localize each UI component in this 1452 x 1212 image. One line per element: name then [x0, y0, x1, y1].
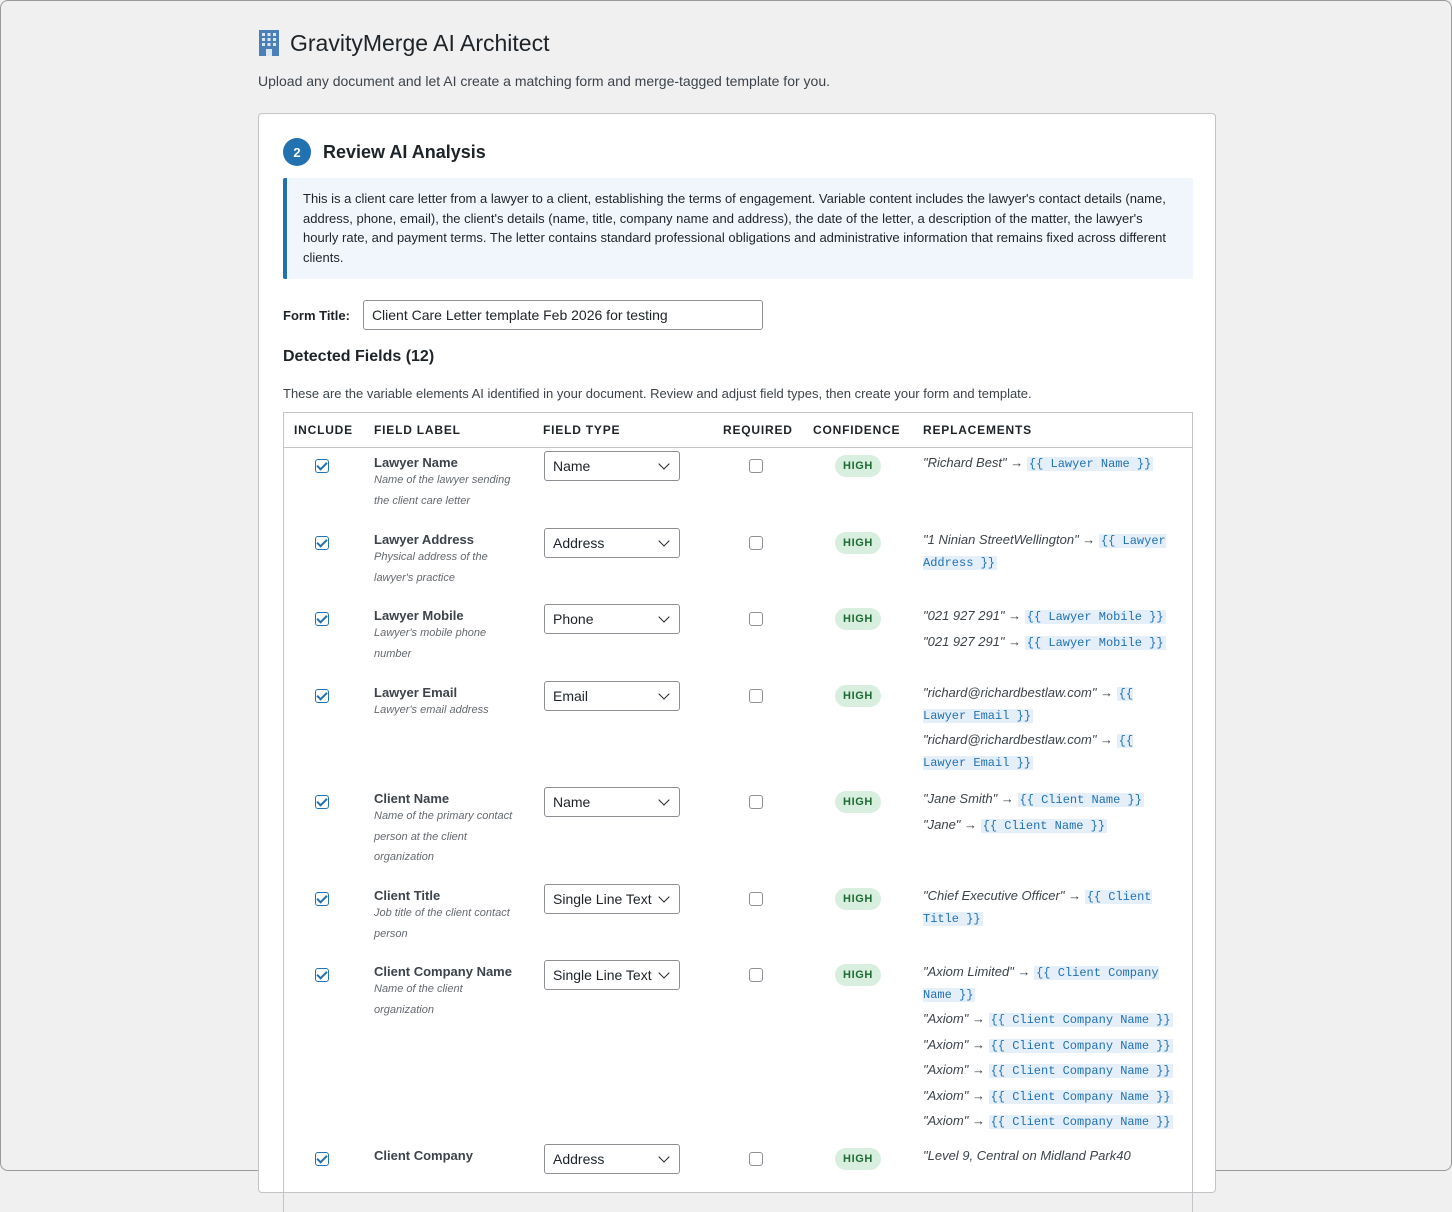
replacement-item	[923, 1146, 1173, 1167]
field-type-value: Address	[553, 1151, 605, 1167]
field-type-value: Name	[553, 458, 591, 474]
field-label-cell	[374, 1148, 524, 1163]
chevron-down-icon	[658, 458, 669, 469]
field-type-select[interactable]	[544, 681, 680, 711]
replacement-source: "Axiom Limited"	[923, 964, 1014, 979]
replacement-item	[923, 1086, 1173, 1108]
field-label-cell	[374, 455, 524, 511]
form-title-row	[283, 300, 763, 330]
include-checkbox[interactable]	[315, 612, 329, 626]
field-description: Name of the lawyer sending the client care letter	[374, 474, 511, 507]
replacement-source: "021 927 291"	[923, 633, 1005, 649]
merge-tag: {{ Lawyer Address }}	[923, 534, 1166, 570]
replacements-cell	[923, 886, 1173, 933]
confidence-badge: HIGH	[835, 1148, 881, 1170]
field-type-select[interactable]	[544, 787, 680, 817]
replacement-source: "Axiom"	[923, 1113, 969, 1128]
replacements-cell	[923, 606, 1173, 657]
required-checkbox[interactable]	[749, 968, 763, 982]
chevron-down-icon	[658, 891, 669, 902]
page-header	[258, 29, 830, 89]
header-field-label: FIELD LABEL	[374, 423, 461, 437]
header-required: REQUIRED	[723, 423, 793, 437]
field-type-value: Email	[553, 688, 589, 704]
merge-tag: {{ Client Title }}	[923, 890, 1152, 926]
analysis-summary: This is a client care letter from a lawyer to a client, establishing the terms of engagement. Variable content includes the lawyer's contact details (name, address, phone, email), the client's details (name, title, company name and address), the date of the letter, a description of the matter, the lawyer's hourly rate, and payment terms. The letter contains standard professional obligations and administrative information that remains fixed across different clients.	[283, 178, 1193, 279]
merge-tag: {{ Client Name }}	[982, 818, 1106, 833]
field-label: Lawyer Name	[374, 455, 458, 470]
replacement-item	[923, 1060, 1173, 1082]
merge-tag: {{ Lawyer Mobile }}	[1026, 635, 1164, 650]
replacement-item	[923, 815, 1173, 837]
chevron-down-icon	[658, 535, 669, 546]
field-type-select[interactable]	[544, 604, 680, 634]
arrow-right-icon: →	[968, 1062, 989, 1077]
replacements-cell	[923, 683, 1173, 777]
replacement-item	[923, 632, 1173, 654]
merge-tag: {{ Client Company Name }}	[923, 966, 1159, 1002]
arrow-right-icon: →	[1004, 633, 1025, 649]
field-type-select[interactable]	[544, 1144, 680, 1174]
merge-tag: {{ Client Company Name }}	[990, 1115, 1171, 1129]
detected-fields-title: Detected Fields (12)	[283, 348, 435, 365]
field-description: Name of the client organization	[374, 983, 463, 1016]
arrow-right-icon: →	[1064, 888, 1085, 903]
table-header	[284, 413, 1192, 448]
page-title: GravityMerge AI Architect	[290, 29, 550, 56]
merge-tag: {{ Lawyer Email }}	[923, 687, 1134, 723]
step-header	[283, 138, 486, 166]
replacement-item	[923, 962, 1173, 1005]
arrow-right-icon: →	[1096, 732, 1117, 747]
replacements-cell	[923, 1146, 1173, 1171]
confidence-badge: HIGH	[835, 685, 881, 707]
field-label: Client Company	[374, 1148, 473, 1163]
arrow-right-icon: →	[968, 1011, 989, 1026]
field-type-value: Name	[553, 794, 591, 810]
building-icon	[258, 29, 280, 57]
merge-tag: {{ Client Name }}	[1019, 793, 1142, 807]
replacement-source: "Axiom"	[923, 1036, 969, 1052]
merge-tag: {{ Lawyer Name }}	[1028, 457, 1152, 471]
replacement-source: "Jane Smith"	[923, 791, 998, 806]
confidence-badge: HIGH	[835, 608, 881, 630]
include-checkbox[interactable]	[315, 892, 329, 906]
field-label-cell	[374, 791, 524, 868]
replacement-item	[923, 530, 1173, 573]
field-type-value: Single Line Text	[553, 967, 652, 983]
include-checkbox[interactable]	[315, 689, 329, 703]
arrow-right-icon: →	[997, 791, 1018, 806]
replacement-item	[923, 789, 1173, 811]
arrow-right-icon: →	[1004, 608, 1025, 623]
arrow-right-icon: →	[1096, 685, 1117, 700]
field-type-select[interactable]	[544, 528, 680, 558]
field-label: Client Title	[374, 888, 441, 903]
replacement-source: "Axiom"	[923, 1087, 969, 1103]
confidence-badge: HIGH	[835, 791, 881, 813]
chevron-down-icon	[658, 794, 669, 805]
field-label-cell	[374, 964, 524, 1020]
replacement-item	[923, 1009, 1173, 1031]
chevron-down-icon	[658, 967, 669, 978]
merge-tag: {{ Client Company Name }}	[990, 1064, 1171, 1078]
header-field-type: FIELD TYPE	[543, 423, 621, 437]
include-checkbox[interactable]	[315, 968, 329, 982]
required-checkbox[interactable]	[749, 459, 763, 473]
confidence-badge: HIGH	[835, 532, 881, 554]
replacement-source: "021 927 291"	[923, 608, 1005, 623]
step-number-badge: 2	[283, 138, 311, 166]
replacements-cell	[923, 453, 1173, 479]
field-type-select[interactable]	[544, 884, 680, 914]
merge-tag: {{ Lawyer Mobile }}	[1026, 610, 1164, 624]
arrow-right-icon: →	[1013, 964, 1035, 979]
include-checkbox[interactable]	[315, 1152, 329, 1166]
field-type-value: Address	[553, 535, 605, 551]
field-label: Lawyer Address	[374, 532, 474, 547]
replacement-source: "Axiom"	[923, 1011, 969, 1026]
include-checkbox[interactable]	[315, 536, 329, 550]
replacement-source: "richard@richardbestlaw.com"	[923, 685, 1097, 700]
arrow-right-icon: →	[1006, 455, 1027, 470]
replacement-source: "richard@richardbestlaw.com"	[923, 732, 1097, 747]
required-checkbox[interactable]	[749, 795, 763, 809]
fields-table	[283, 412, 1193, 1212]
field-type-select[interactable]	[544, 960, 680, 990]
replacement-item	[923, 606, 1173, 628]
analysis-card	[258, 113, 1216, 1193]
chevron-down-icon	[658, 1151, 669, 1162]
merge-tag: {{ Client Company Name }}	[990, 1089, 1171, 1104]
confidence-badge: HIGH	[835, 964, 881, 986]
field-label-cell	[374, 532, 524, 588]
step-title: Review AI Analysis	[323, 141, 486, 162]
replacements-cell	[923, 962, 1173, 1137]
merge-tag: {{ Client Company Name }}	[990, 1038, 1171, 1053]
replacement-source: "Richard Best"	[923, 455, 1007, 470]
replacement-item	[923, 1111, 1173, 1133]
include-checkbox[interactable]	[315, 795, 329, 809]
chevron-down-icon	[658, 688, 669, 699]
page-subtitle: Upload any document and let AI create a matching form and merge-tagged template for you.	[258, 73, 830, 89]
field-label-cell	[374, 888, 524, 944]
confidence-badge: HIGH	[835, 888, 881, 910]
form-title-label: Form Title:	[283, 307, 350, 323]
arrow-right-icon: →	[968, 1036, 989, 1052]
field-label: Client Name	[374, 791, 450, 806]
replacement-item	[923, 453, 1173, 475]
field-label-cell	[374, 608, 524, 664]
field-type-value: Single Line Text	[553, 891, 652, 907]
field-type-value: Phone	[553, 611, 594, 627]
replacement-source: "Level 9, Central on Midland Park40	[923, 1148, 1131, 1163]
replacement-item	[923, 730, 1173, 773]
field-description: Name of the primary contact person at the client organization	[374, 810, 513, 863]
field-label: Client Company Name	[374, 964, 512, 979]
replacement-item	[923, 683, 1173, 726]
required-checkbox[interactable]	[749, 612, 763, 626]
confidence-badge: HIGH	[835, 455, 881, 477]
chevron-down-icon	[658, 611, 669, 622]
arrow-right-icon: →	[960, 816, 981, 832]
field-description: Physical address of the lawyer's practice	[374, 551, 488, 584]
detected-fields-description: These are the variable elements AI identified in your document. Review and adjust field types, then create your form and template.	[283, 386, 1032, 401]
required-checkbox[interactable]	[749, 536, 763, 550]
arrow-right-icon: →	[1078, 532, 1099, 547]
field-description: Lawyer's mobile phone number	[374, 627, 487, 660]
merge-tag: {{ Lawyer Email }}	[923, 734, 1134, 770]
replacement-source: "Chief Executive Officer"	[923, 888, 1065, 903]
arrow-right-icon: →	[968, 1087, 989, 1103]
header-replacements: REPLACEMENTS	[923, 423, 1032, 437]
field-label-cell	[374, 685, 524, 721]
include-checkbox[interactable]	[315, 459, 329, 473]
field-description: Lawyer's email address	[374, 704, 489, 716]
form-title-input[interactable]	[363, 300, 763, 330]
field-type-select[interactable]	[544, 451, 680, 481]
replacements-cell	[923, 789, 1173, 840]
header-include: INCLUDE	[294, 423, 353, 437]
field-description: Job title of the client contact person	[374, 907, 510, 940]
replacement-source: "Axiom"	[923, 1062, 969, 1077]
replacements-cell	[923, 530, 1173, 577]
header-confidence: CONFIDENCE	[813, 423, 901, 437]
field-label: Lawyer Mobile	[374, 608, 464, 623]
replacement-item	[923, 886, 1173, 929]
replacement-item	[923, 1035, 1173, 1057]
replacement-source: "1 Ninian StreetWellington"	[923, 532, 1079, 547]
field-label: Lawyer Email	[374, 685, 458, 700]
required-checkbox[interactable]	[749, 689, 763, 703]
merge-tag: {{ Client Company Name }}	[990, 1013, 1171, 1027]
required-checkbox[interactable]	[749, 892, 763, 906]
replacement-source: "Jane"	[923, 816, 961, 832]
required-checkbox[interactable]	[749, 1152, 763, 1166]
arrow-right-icon: →	[968, 1113, 989, 1128]
